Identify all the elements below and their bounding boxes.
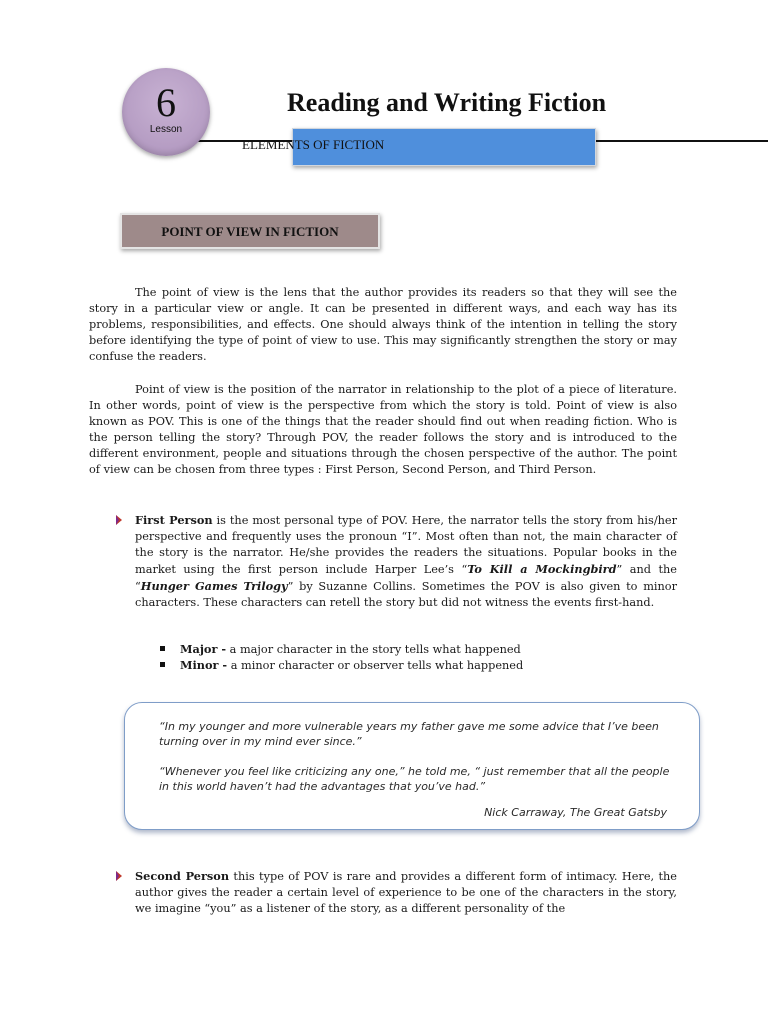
lesson-label: Lesson	[149, 124, 183, 135]
paragraph-1: The point of view is the lens that the author provides its readers so that they will see the story in a particular view or angle. It can be presented in different ways, and each way has its problems, responsibilities, and effects. One should always think of the intention in telling the story before identifying the type of point of view to use. This may significantly strengthen the story or may confuse the readers.	[89, 286, 677, 363]
sub-item-term: Major -	[180, 642, 227, 656]
quote-line-2: “Whenever you feel like criticizing any one,” he told me, “ just remember that all the people in this world haven’t had the advantages that you’ve had.”	[159, 765, 670, 793]
arrow-bullet-icon	[113, 870, 125, 882]
lesson-badge	[122, 68, 210, 156]
subtitle: ELEMENTS OF FICTION	[242, 137, 385, 152]
second-person-paragraph	[135, 868, 677, 917]
first-person-paragraph	[135, 512, 677, 611]
header-rule-right	[594, 140, 768, 142]
paragraph-2: Point of view is the position of the narrator in relationship to the plot of a piece of literature. In other words, point of view is the perspective from which the story is told. Point of view is also known as POV. This is one of the things that the reader should find out when reading fiction. Who is the person telling the story? Through POV, the reader follows the story and is introduced to the different environment, people and situations through the chosen perspective of the author. The point of view can be chosen from three types : First Person, Second Person, and Third Person.	[89, 383, 677, 476]
arrow-bullet-icon	[113, 514, 125, 526]
page-title: Reading and Writing Fiction	[287, 88, 607, 117]
sub-item-text: a major character in the story tells what happened	[226, 643, 521, 656]
book-title-mockingbird: To Kill a Mockingbird	[467, 562, 617, 576]
first-person-text-3: ” by Suzanne Collins. Sometimes the POV is also given to minor characters. These characters can retell the story but did not witness the events first-hand.	[135, 580, 677, 609]
first-person-text-2: ” and the “	[135, 563, 677, 593]
sub-item-term: Minor -	[180, 658, 228, 672]
first-person-text-1: is the most personal type of POV. Here, the narrator tells the story from his/her perspective and frequently uses the pronoun “I”. Most often than not, the main character of the story is the narrator. He/she provides the readers the situations. Popular books in the market using the first person include Harper Lee’s “	[135, 514, 677, 576]
second-person-term: Second Person	[135, 869, 230, 883]
square-bullet-icon	[160, 646, 165, 651]
second-person-text: this type of POV is rare and provides a different form of intimacy. Here, the author gives the reader a certain level of experience to be one of the characters in the story, we imagine “you” as a listener of the story, as a different personality of the	[135, 870, 677, 915]
square-bullet-icon	[160, 662, 165, 667]
quote-attribution: Nick Carraway, The Great Gatsby	[484, 806, 667, 819]
lesson-number: 6	[156, 80, 176, 125]
first-person-sub-list	[158, 641, 658, 673]
section-heading-box	[120, 213, 380, 249]
book-title-hunger-games: Hunger Games Trilogy	[140, 579, 288, 593]
quote-box	[124, 702, 700, 830]
sub-item-text: a minor character or observer tells what happened	[227, 659, 524, 672]
quote-line-1: “In my younger and more vulnerable years my father gave me some advice that I’ve been turning over in my mind ever since.”	[159, 720, 659, 748]
first-person-term: First Person	[135, 513, 213, 527]
list-item	[158, 657, 658, 673]
section-heading: POINT OF VIEW IN FICTION	[161, 224, 339, 239]
list-item	[158, 641, 658, 657]
